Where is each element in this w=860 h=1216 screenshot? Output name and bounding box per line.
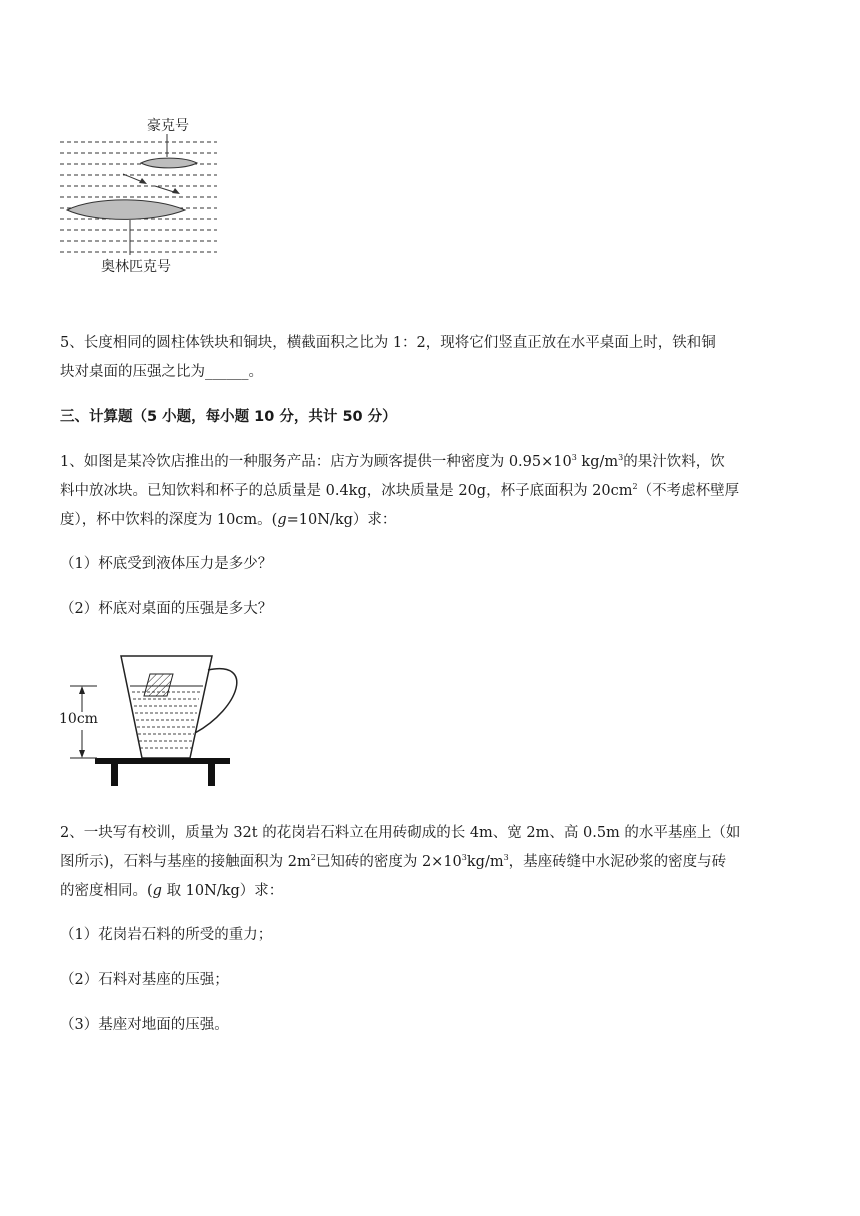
calc1-line3 [60,507,805,533]
calc1-line1-b: kg/m [576,454,619,470]
calc2-line3-g: g [152,883,162,899]
calc2-q2: （2）石料对基座的压强； [60,972,229,988]
calc2-line2-d: ，基座砖缝中水泥砂浆的密度与砖 [508,854,727,870]
calc1-line3-b: =10N/kg）求： [286,512,397,528]
calc1-line1-a: 1、如图是某冷饮店推出的一种服务产品：店方为顾客提供一种密度为 0.95×10 [60,454,572,470]
section3-heading: 三、计算题（5 小题，每小题 10 分，共计 50 分） [60,409,397,425]
calc2-line1: 2、一块写有校训，质量为 32t 的花岗岩石料立在用砖砌成的长 4m、宽 2m、高 0.5m 的水平基座上（如 [60,825,741,841]
calc2-line3-a: 的密度相同。( [60,883,153,899]
calc2-line2-sup3: 3 [503,853,509,863]
calc2-line2-sup1: 2 [310,853,316,863]
calc1-line1-sup1: 3 [571,453,577,463]
calc1-q1: （1）杯底受到液体压力是多少？ [60,556,273,572]
ship-label-olympic: 奥林匹克号 [101,259,171,275]
calc2-line2-c: kg/m [466,854,504,870]
calc1-line3-g: g [277,512,287,528]
cup-handle [195,669,237,733]
question5-line1: 5、长度相同的圆柱体铁块和铜块，横截面积之比为 1：2，现将它们竖直正放在水平桌面上时，铁和铜 [60,335,716,351]
calc1-line1-c: 的果汁饮料，饮 [623,454,725,470]
calc1-line3-a: 度），杯中饮料的深度为 10cm。( [60,512,278,528]
calc1-line2-sup: 2 [632,482,638,492]
calc2-q1: （1）花岗岩石料的所受的重力； [60,927,273,943]
calc2-line3 [60,878,805,904]
calc2-q3: （3）基座对地面的压强。 [60,1017,229,1033]
cup-body [121,656,212,758]
olympic-ship-shape [67,200,185,220]
ships-diagram [55,110,230,280]
ship-label-hawke: 豪克号 [147,118,189,134]
calc2-line2 [60,849,805,875]
calc2-line2-b: 已知砖的密度为 2×10 [315,854,462,870]
hawke-ship-shape [141,158,197,168]
calc1-line1 [60,449,805,475]
calc2-line3-b: 取 10N/kg）求： [161,883,284,899]
calc1-line2 [60,478,805,504]
calc1-line1-sup2: 3 [618,453,624,463]
question5-line2: 块对桌面的压强之比为______。 [60,364,263,380]
ice-cube [144,674,173,696]
cup-depth-label: 10cm [59,711,98,727]
calc1-line2-b: （不考虑杯壁厚 [637,483,740,499]
calc1-line2-a: 料中放冰块。已知饮料和杯子的总质量是 0.4kg，冰块质量是 20g，杯子底面积为 20cm [60,483,633,499]
cup-figure [55,648,245,788]
table-top [95,758,230,764]
calc2-line2-sup2: 3 [461,853,467,863]
calc1-q2: （2）杯底对桌面的压强是多大？ [60,601,273,617]
calc2-line2-a: 图所示)，石料与基座的接触面积为 2m [60,854,311,870]
ships-figure [55,110,230,280]
